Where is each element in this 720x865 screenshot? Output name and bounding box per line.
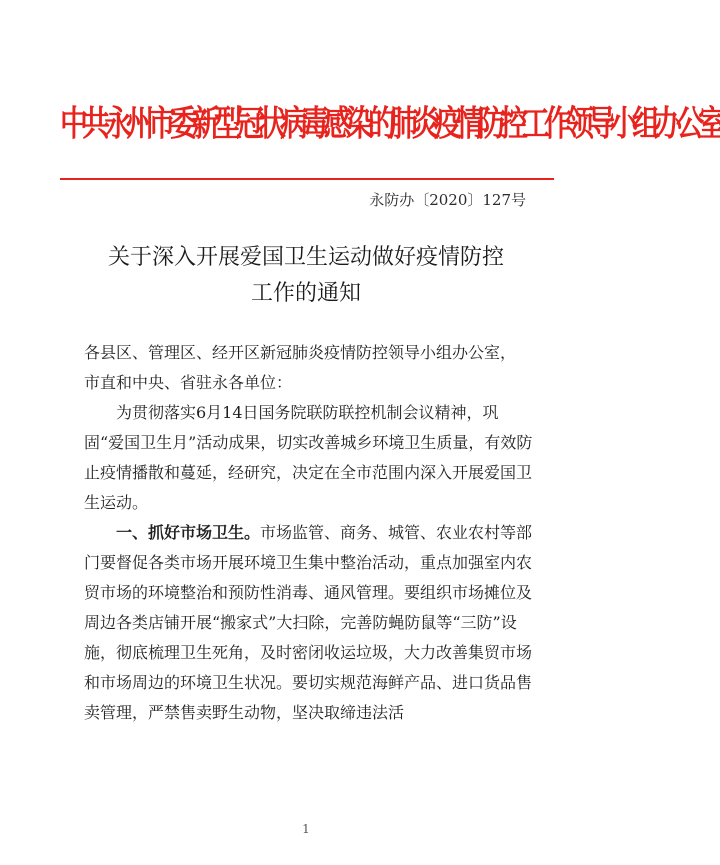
section-1-heading: 一、抓好市场卫生。 (116, 523, 261, 542)
document-title-line-2: 工作的通知 (250, 281, 361, 306)
document-title (60, 240, 552, 312)
document-title-line-1: 关于深入开展爱国卫生运动做好疫情防控 (107, 245, 504, 270)
header-divider (60, 178, 554, 180)
page-number: 1 (302, 822, 310, 836)
intro-paragraph: 为贯彻落实6月14日国务院联防联控机制会议精神，巩固“爱国卫生月”活动成果，切实改善城乡环境卫生质量，有效防止疫情播散和蔓延，经研究，决定在全市范围内深入开展爱国卫生运动。 (84, 403, 533, 512)
document-body (84, 338, 536, 728)
addressee-line-1: 各县区、管理区、经开区新冠肺炎疫情防控领导小组办公室， (84, 343, 517, 362)
document-number: 永防办〔2020〕127号 (369, 191, 526, 209)
addressee-line-2: 市直和中央、省驻永各单位： (84, 373, 293, 392)
section-1-body: 市场监管、商务、城管、农业农村等部门要督促各类市场开展环境卫生集中整治活动，重点加强室内农贸市场的环境整治和预防性消毒、通风管理。要组织市场摊位及周边各类店铺开展“搬家式”大扫除，完善防蝇防鼠等“三防”设施，彻底梳理卫生死角，及时密闭收运垃圾，大力改善集贸市场和市场周边的环境卫生状况。要切实规范海鲜产品、进口货品售卖管理，严禁售卖野生动物，坚决取缔违法活 (84, 523, 533, 722)
issuer-header: 中共永州市委新型冠状病毒感染的肺炎疫情防控工作领导小组办公室 (60, 102, 720, 144)
section-1-paragraph (84, 518, 536, 728)
